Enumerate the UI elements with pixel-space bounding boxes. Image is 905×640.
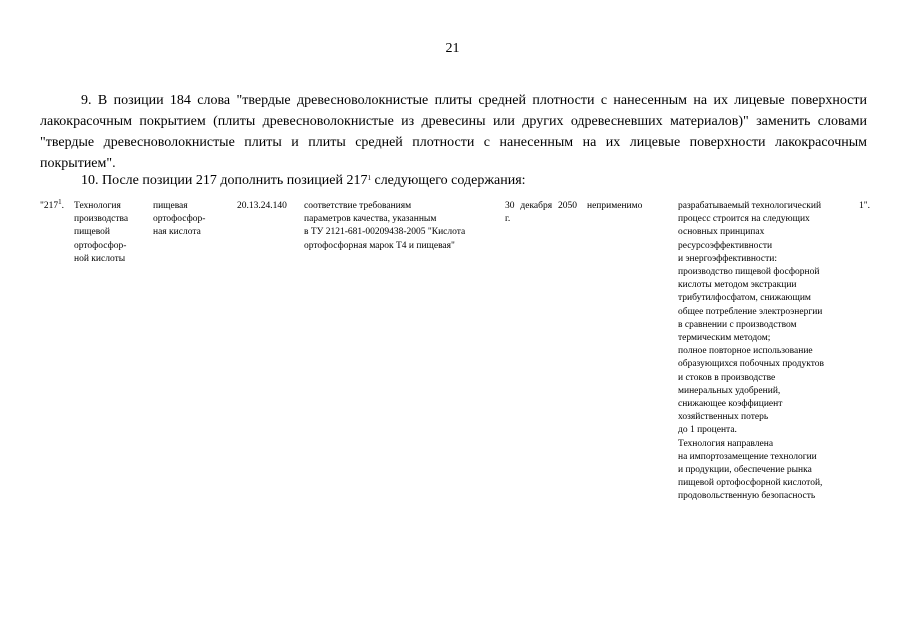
item-10-text-end: следующего содержания: xyxy=(370,173,526,188)
table-row-217-1 xyxy=(0,200,905,510)
position-superscript: 1 xyxy=(58,198,62,206)
item-9-paragraph: 9. В позиции 184 слова "твердые древесноволокнистые плиты средней плотности с нанесенным на их лицевые поверхности лакокрасочным покрытием (плиты древесноволокнистые из древесины или других одревесневших материалов)" заменить словами "твердые древесноволокнистые плиты и плиты средней плотности с нанесенным на их лицевые поверхности лакокрасочным покрытием". xyxy=(40,93,867,171)
item-10-paragraph xyxy=(40,170,867,191)
item-10-superscript: 1 xyxy=(367,174,371,182)
page-number: 21 xyxy=(445,41,460,56)
cell-not-applicable: неприменимо xyxy=(587,201,643,211)
cell-deadline: 30 декабря 2050 г. xyxy=(505,201,577,225)
cell-criteria: соответствие требованиям параметров качества, указанным в ТУ 2121-681-00209438-2005 "Кислота ортофосфорная марок Т4 и пищевая" xyxy=(304,201,466,251)
position-dot: . xyxy=(61,201,65,211)
cell-position xyxy=(40,200,72,213)
cell-product: пищевая ортофосфор- ная кислота xyxy=(153,201,206,238)
cell-last: 1". xyxy=(859,201,871,211)
position-number: "217 xyxy=(40,201,59,211)
cell-description: разрабатываемый технологический процесс строится на следующих основных принципах ресурсоэффективности и энергоэффективности: производство пищевой фосфорной кислоты методом экстракции трибутилфосфатом, снижающим общее потребление электроэнергии в сравнении с производством термическим методом; полное повторное использование образующихся побочных продуктов и стоков в производстве минеральных удобрений, снижающее коэффициент хозяйственных потерь до 1 процента. Технология направлена на импортозамещение технологии и продукции, обеспечение рынка пищевой ортофосфорной кислотой, продовольственную безопасность xyxy=(678,201,824,502)
item-10-text: 10. После позиции 217 дополнить позицией 217 xyxy=(81,173,368,188)
cell-okpd2-code: 20.13.24.140 xyxy=(237,201,287,211)
cell-technology: Технология производства пищевой ортофосфор- ной кислоты xyxy=(74,201,129,264)
